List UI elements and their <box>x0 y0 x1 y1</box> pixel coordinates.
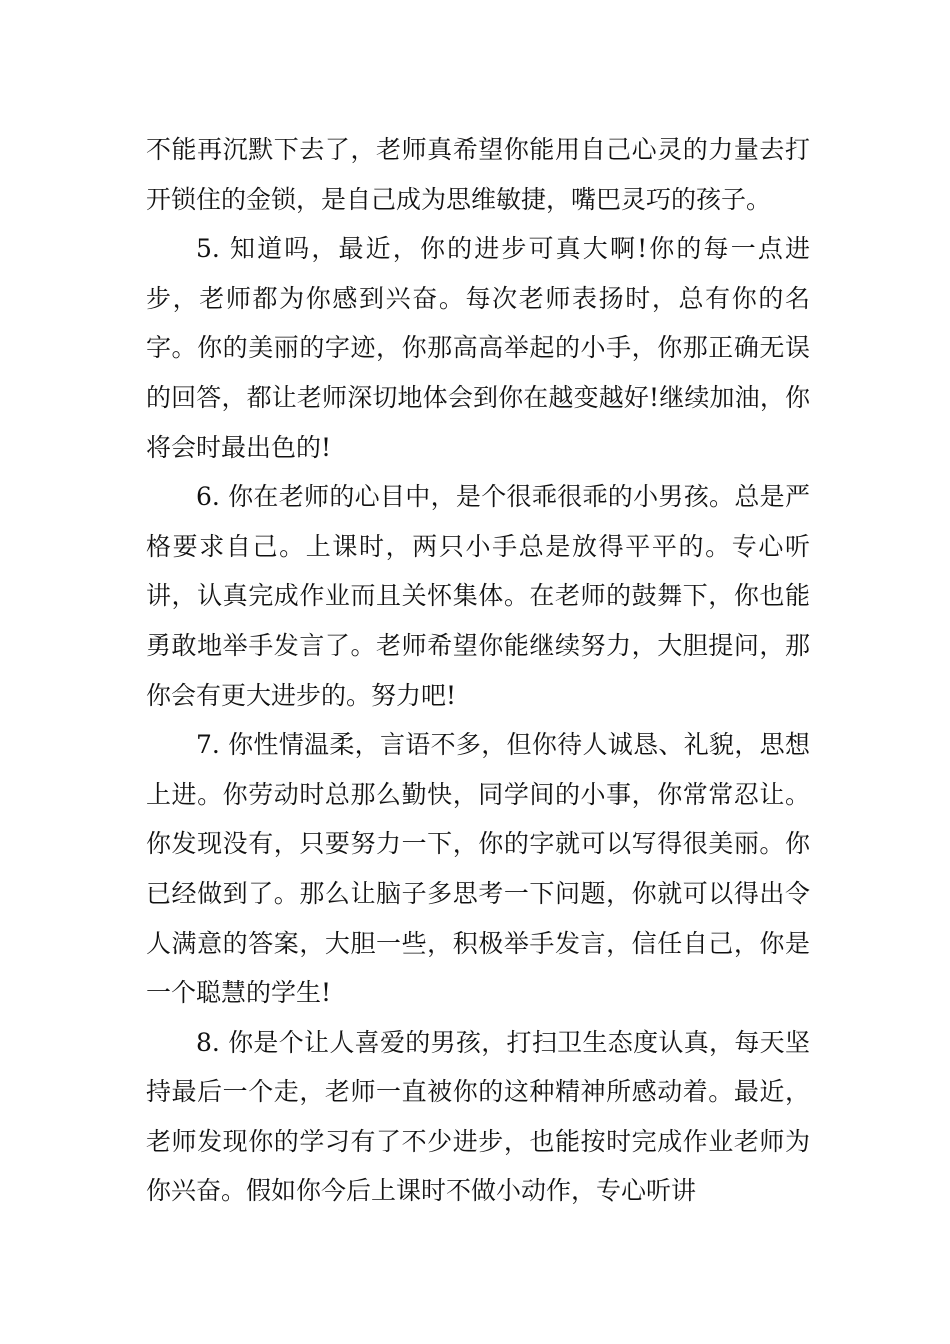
paragraph-item-8: 8. 你是个让人喜爱的男孩，打扫卫生态度认真，每天坚持最后一个走，老师一直被你的这种精神所感动着。最近，老师发现你的学习有了不少进步，也能按时完成作业老师为你兴奋。假如你今后上课时不做小动作，专心听讲 <box>146 1027 810 1206</box>
paragraph-item-5: 5. 知道吗，最近，你的进步可真大啊!你的每一点进步，老师都为你感到兴奋。每次老师表扬时，总有你的名字。你的美丽的字迹，你那高高举起的小手，你那正确无误的回答，都让老师深切地体会到你在越变越好!继续加油，你将会时最出色的! <box>146 234 810 462</box>
paragraph-item-7: 7. 你性情温柔，言语不多，但你待人诚恳、礼貌，思想上进。你劳动时总那么勤快，同学间的小事，你常常忍让。你发现没有，只要努力一下，你的字就可以写得很美丽。你已经做到了。那么让脑子多思考一下问题，你就可以得出令人满意的答案，大胆一些，积极举手发言，信任自己，你是一个聪慧的学生! <box>146 730 810 1008</box>
document-body <box>146 125 810 1216</box>
paragraph-continued: 不能再沉默下去了，老师真希望你能用自己心灵的力量去打开锁住的金锁，是自己成为思维敏捷，嘴巴灵巧的孩子。 <box>146 135 810 214</box>
paragraph-item-6: 6. 你在老师的心目中，是个很乖很乖的小男孩。总是严格要求自己。上课时，两只小手总是放得平平的。专心听讲，认真完成作业而且关怀集体。在老师的鼓舞下，你也能勇敢地举手发言了。老师希望你能继续努力，大胆提问，那你会有更大进步的。努力吧! <box>146 482 810 710</box>
